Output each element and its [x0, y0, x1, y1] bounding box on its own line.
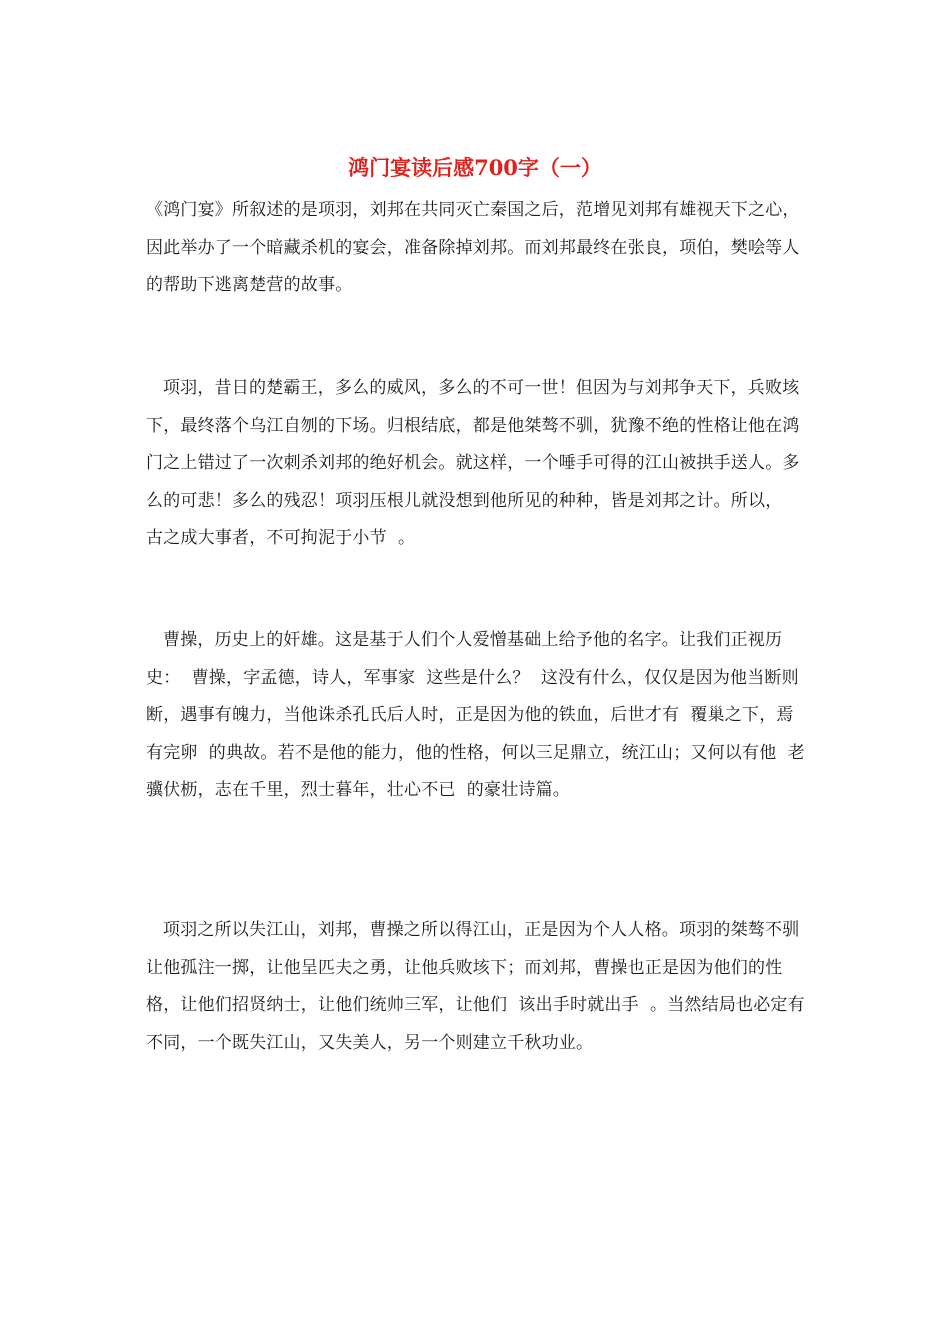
paragraph-conclusion: 项羽之所以失江山，刘邦，曹操之所以得江山，正是因为个人人格。项羽的桀骜不驯让他孤注一掷，让他呈匹夫之勇，让他兵败垓下；而刘邦，曹操也正是因为他们的性格，让他们招贤纳士，让他们统帅三军，让他们 该出手时就出手 。当然结局也必定有不同，一个既失江山，又失美人，另一个则建立千秋功业。	[146, 920, 805, 1053]
document-title: 鸿门宴读后感700字（一）	[348, 155, 602, 180]
paragraph-intro: 《鸿门宴》所叙述的是项羽，刘邦在共同灭亡秦国之后，范增见刘邦有雄视天下之心，因此举办了一个暗藏杀机的宴会，准备除掉刘邦。而刘邦最终在张良，项伯，樊哙等人的帮助下逃离楚营的故事。	[146, 200, 800, 295]
paragraph-xiang-yu: 项羽，昔日的楚霸王，多么的威风，多么的不可一世！但因为与刘邦争天下，兵败垓下，最终落个乌江自刎的下场。归根结底，都是他桀骜不驯，犹豫不绝的性格让他在鸿门之上错过了一次刺杀刘邦的绝好机会。就这样，一个唾手可得的江山被拱手送人。多么的可悲！多么的残忍！项羽压根儿就没想到他所见的种种，皆是刘邦之计。所以， 古之成大事者，不可拘泥于小节 。	[146, 378, 800, 548]
paragraph-cao-cao: 曹操，历史上的奸雄。这是基于人们个人爱憎基础上给予他的名字。让我们正视历史： 曹操，字孟德，诗人，军事家 这些是什么？ 这没有什么，仅仅是因为他当断则断，遇事有魄力，当他诛杀孔氏后人时，正是因为他的铁血，后世才有 覆巢之下，焉有完卵 的典故。若不是他的能力，他的性格，何以三足鼎立，统江山；又何以有他 老骥伏枥，志在千里，烈士暮年，壮心不已 的豪壮诗篇。	[146, 630, 805, 800]
